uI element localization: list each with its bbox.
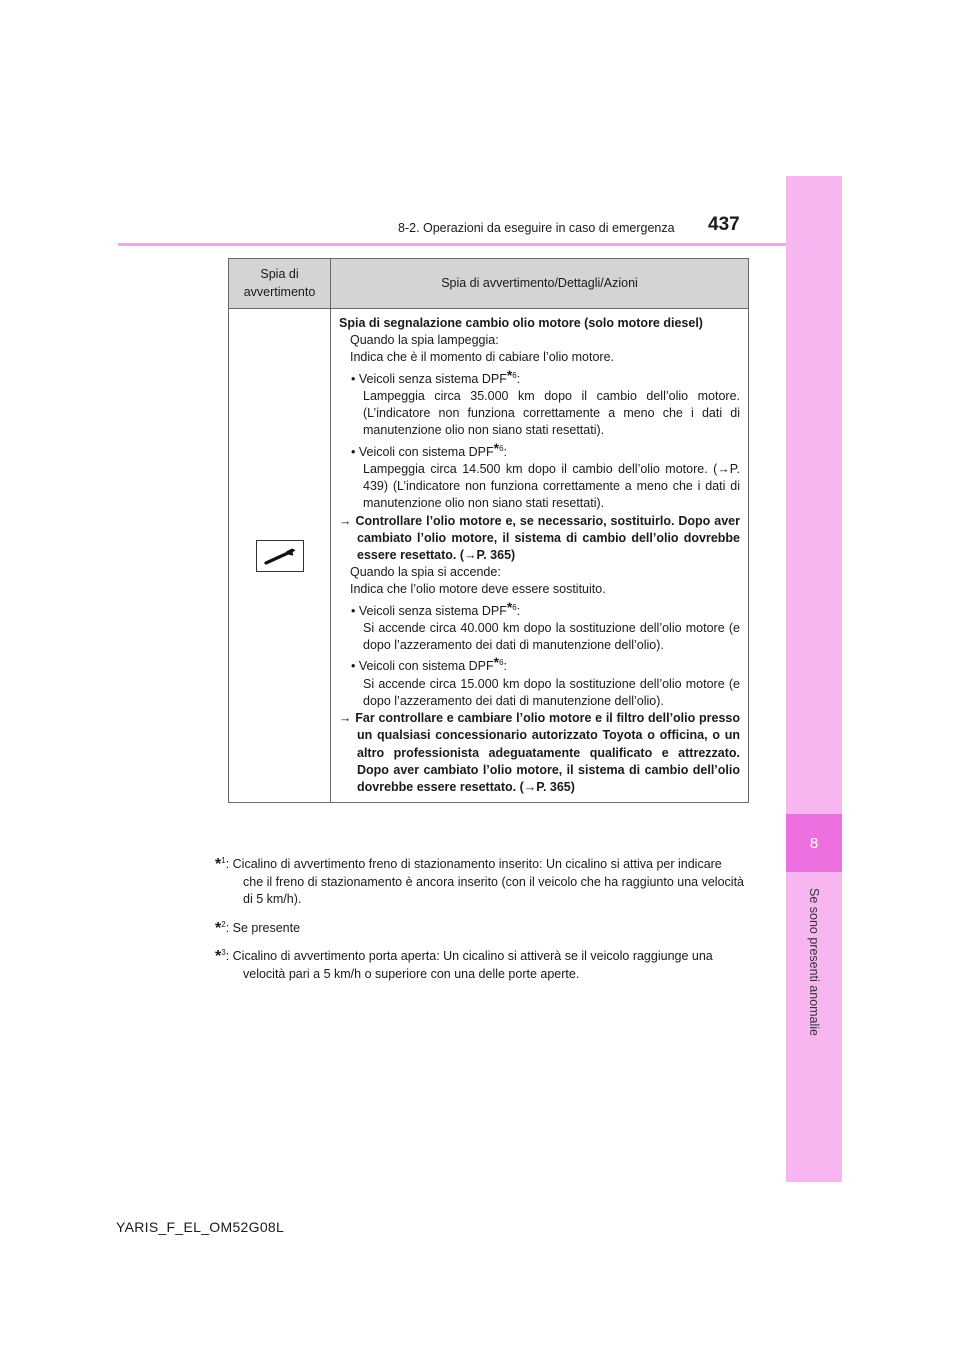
page-number: 437: [708, 214, 740, 235]
on-bullet-1: • Veicoli senza sistema DPF*$^6$:: [351, 598, 521, 618]
document-code: YARIS_F_EL_OM52G08L: [116, 1219, 285, 1235]
footnote-1: *$^1$: Cicalino di avvertimento freno di stazionamento inserito: Un cicalino si attiva per indicare che il freno di stazionamento è ancora inserito (con il veicolo che ha raggiunto una velocità di 5 km/h).: [215, 856, 744, 907]
footnote-2: *$^2$: Se presente: [215, 919, 301, 937]
on-bullet-1-text: Si accende circa 40.000 km dopo la sostituzione dell’olio motore (e dopo l’azzeramento dei dati di manutenzione dell’olio).: [363, 620, 740, 653]
on-bullet-2: • Veicoli con sistema DPF*$^6$:: [351, 654, 508, 674]
on-description: Indica che l’olio motore deve essere sostituito.: [350, 582, 606, 597]
flash-action: → Controllare l’olio motore e, se necessario, sostituirlo. Dopo aver cambiato l’olio motore, il sistema di cambio dell’olio dovrebbe essere resettato. (→P. 365): [339, 513, 740, 562]
table-row: [229, 309, 749, 803]
warning-light-table: [228, 258, 749, 803]
chapter-title: Se sono presenti anomalie: [807, 888, 821, 1037]
flash-bullet-2: • Veicoli con sistema DPF*$^6$:: [351, 439, 508, 459]
flash-bullet-1: • Veicoli senza sistema DPF*$^6$:: [351, 366, 521, 386]
flash-bullet-2-text: Lampeggia circa 14.500 km dopo il cambio dell’olio motore. (→P. 439) (L’indicatore non funziona correttamente a meno che i dati di manutenzione olio non siano stati resettati).: [363, 461, 740, 511]
chapter-number: 8: [786, 814, 842, 872]
running-title: 8-2. Operazioni da eseguire in caso di emergenza: [398, 221, 675, 235]
light-title: Spia di segnalazione cambio olio motore (solo motore diesel): [339, 316, 703, 330]
footnote-3: *$^3$: Cicalino di avvertimento porta aperta: Un cicalino si attiverà se il veicolo raggiunge una velocità pari a 5 km/h o superiore con una delle porte aperte.: [215, 948, 713, 981]
details-cell: [331, 309, 749, 803]
wrench-icon: [256, 540, 304, 572]
flash-bullet-1-text: Lampeggia circa 35.000 km dopo il cambio dell’olio motore. (L’indicatore non funziona correttamente a meno che i dati di manutenzione olio non siano stati resettati).: [363, 388, 740, 438]
footnotes: [215, 852, 745, 991]
chapter-side-tab: [786, 176, 842, 1182]
on-bullet-2-text: Si accende circa 15.000 km dopo la sostituzione dell’olio motore (e dopo l’azzeramento dei dati di manutenzione dell’olio).: [363, 676, 740, 708]
icon-cell: [229, 309, 331, 803]
col-header-details: Spia di avvertimento/Dettagli/Azioni: [331, 259, 749, 309]
flash-description: Indica che è il momento di cabiare l’olio motore.: [350, 350, 615, 365]
on-heading: Quando la spia si accende:: [350, 565, 501, 580]
header-rule: [118, 243, 786, 246]
on-action: → Far controllare e cambiare l’olio motore e il filtro dell’olio presso un qualsiasi concessionario autorizzato Toyota o officina, o un altro professionista adeguatamente qualificato e attrezzato. Dopo aver cambiato l’olio motore, il sistema di cambio dell’olio dovrebbe essere resettato. (→P. 365): [339, 711, 740, 794]
col-header-light: Spia di avvertimento: [229, 259, 331, 309]
flash-heading: Quando la spia lampeggia:: [350, 333, 499, 348]
